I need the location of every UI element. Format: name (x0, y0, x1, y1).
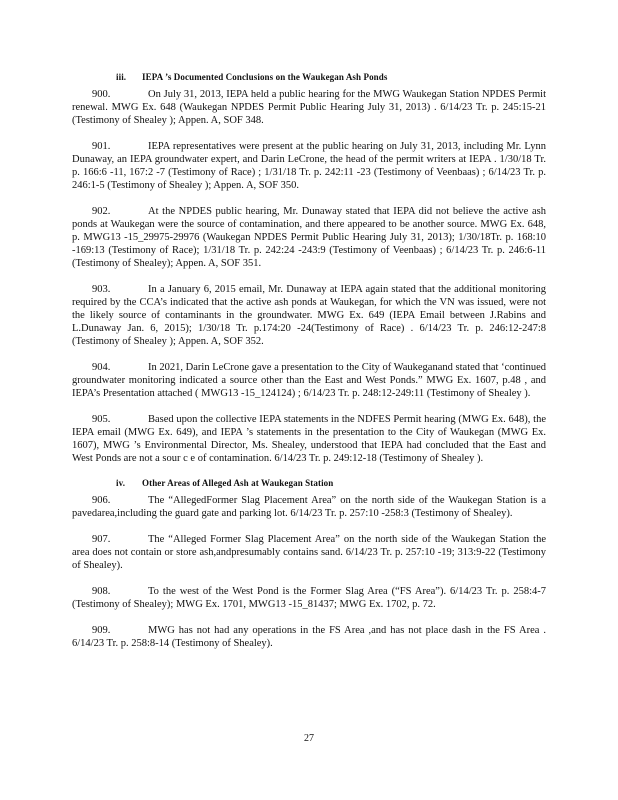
paragraph-text: IEPA representatives were present at the public hearing on July 31, 2013, including Mr. Lynn Dunaway, an IEPA groundwater expert, and Darin LeCrone, the head of the permit writers at IEPA . 1/30/18 Tr. p. 166:6 -11, 167:2 -7 (Testimony of Race) ; 1/31/18 Tr. p. 242:11 -23 (Testimony of Veenbaas) ; 6/14/23 Tr. p. 246:1-5 (Testimony of Shealey ); Appen. A, SOF 350. (72, 141, 546, 191)
paragraph-number: 906. (92, 495, 111, 506)
paragraph-number: 900. (92, 89, 111, 100)
paragraph-904 (72, 361, 546, 400)
page-number: 27 (304, 733, 314, 744)
paragraph-text: To the west of the West Pond is the Former Slag Area (“FS Area”). 6/14/23 Tr. p. 258:4-7 (Testimony of Shealey); MWG Ex. 1701, MWG13 -15_81437; MWG Ex. 1702, p. 72. (72, 586, 546, 610)
paragraph-number: 905. (92, 414, 111, 425)
paragraph-number: 902. (92, 206, 111, 217)
paragraph-number: 908. (92, 586, 111, 597)
paragraph-902 (72, 205, 546, 270)
paragraph-text: The “Alleged Former Slag Placement Area” on the north side of the Waukegan Station the area does not contain or store ash,andpresumably contains sand. 6/14/23 Tr. p. 257:10 -19; 313:9-22 (Testimony of Shealey). (72, 534, 546, 571)
section-title: Other Areas of Alleged Ash at Waukegan Station (142, 478, 334, 488)
section-heading-iv (116, 478, 546, 488)
paragraph-text: MWG has not had any operations in the FS Area ,and has not place dash in the FS Area . 6/14/23 Tr. p. 258:8-14 (Testimony of Shealey). (72, 625, 546, 649)
paragraph-901 (72, 140, 546, 192)
paragraph-903 (72, 283, 546, 348)
paragraph-907 (72, 533, 546, 572)
paragraph-906 (72, 494, 546, 520)
section-number: iii. (116, 72, 127, 82)
paragraph-number: 907. (92, 534, 111, 545)
paragraph-text: On July 31, 2013, IEPA held a public hearing for the MWG Waukegan Station NPDES Permit renewal. MWG Ex. 648 (Waukegan NPDES Permit Public Hearing July 31, 2013) . 6/14/23 Tr. p. 245:15-21 (Testimony of Shealey ); Appen. A, SOF 348. (72, 89, 546, 126)
section-title: IEPA ’s Documented Conclusions on the Waukegan Ash Ponds (142, 72, 388, 82)
paragraph-908 (72, 585, 546, 611)
paragraph-number: 901. (92, 141, 111, 152)
paragraph-905 (72, 413, 546, 465)
paragraph-text: Based upon the collective IEPA statements in the NDFES Permit hearing (MWG Ex. 648), the IEPA email (MWG Ex. 649), and IEPA ’s statements in the presentation to the City of Waukegan (MWG Ex. 1607), MWG ’s Environmental Director, Ms. Shealey, understood that IEPA had concluded that the East and West Ponds are not a sour c e of contamination. 6/14/23 Tr. p. 249:12-18 (Testimony of Shealey ). (72, 414, 546, 464)
paragraph-909 (72, 624, 546, 650)
paragraph-number: 904. (92, 362, 111, 373)
paragraph-text: The “AllegedFormer Slag Placement Area” on the north side of the Waukegan Station is a pavedarea,including the guard gate and parking lot. 6/14/23 Tr. p. 257:10 -258:3 (Testimony of Shealey). (72, 495, 546, 519)
paragraph-900 (72, 88, 546, 127)
paragraph-text: At the NPDES public hearing, Mr. Dunaway stated that IEPA did not believe the active ash ponds at Waukegan were the source of contamination, and there appeared to be another source. MWG Ex. 648, p. MWG13 -15_29975-29976 (Waukegan NPDES Permit Public Hearing July 31, 2013); 1/30/18Tr. p. 168:10 -169:13 (Testimony of Race); 1/31/18 Tr. p. 242:24 -243:9 (Testimony of Veenbaas) ; 6/14/23 Tr. p. 246:6-11 (Testimony of Shealey); Appen. A, SOF 351. (72, 206, 546, 269)
section-number: iv. (116, 478, 126, 488)
paragraph-text: In a January 6, 2015 email, Mr. Dunaway at IEPA again stated that the additional monitoring required by the CCA’s indicated that the active ash ponds at Waukegan, for which the VN was issued, were not the likely source of contaminants in the groundwater. MWG Ex. 649 (IEPA Email between J.Rabins and L.Dunaway Jan. 6, 2015); 1/30/18 Tr. p.174:20 -24(Testimony of Race) . 6/14/23 Tr. p. 246:12-247:8 (Testimony of Shealey ); Appen. A, SOF 352. (72, 284, 546, 347)
paragraph-text: In 2021, Darin LeCrone gave a presentation to the City of Waukeganand stated that ‘continued groundwater monitoring indicated a source other than the East and West Ponds.” MWG Ex. 1607, p.48 , and IEPA’s Presentation attached ( MWG13 -15_124124) ; 6/14/23 Tr. p. 248:12-249:11 (Testimony of Shealey ). (72, 362, 546, 399)
document-page (72, 72, 546, 663)
paragraph-number: 909. (92, 625, 111, 636)
paragraph-number: 903. (92, 284, 111, 295)
section-heading-iii (116, 72, 546, 82)
